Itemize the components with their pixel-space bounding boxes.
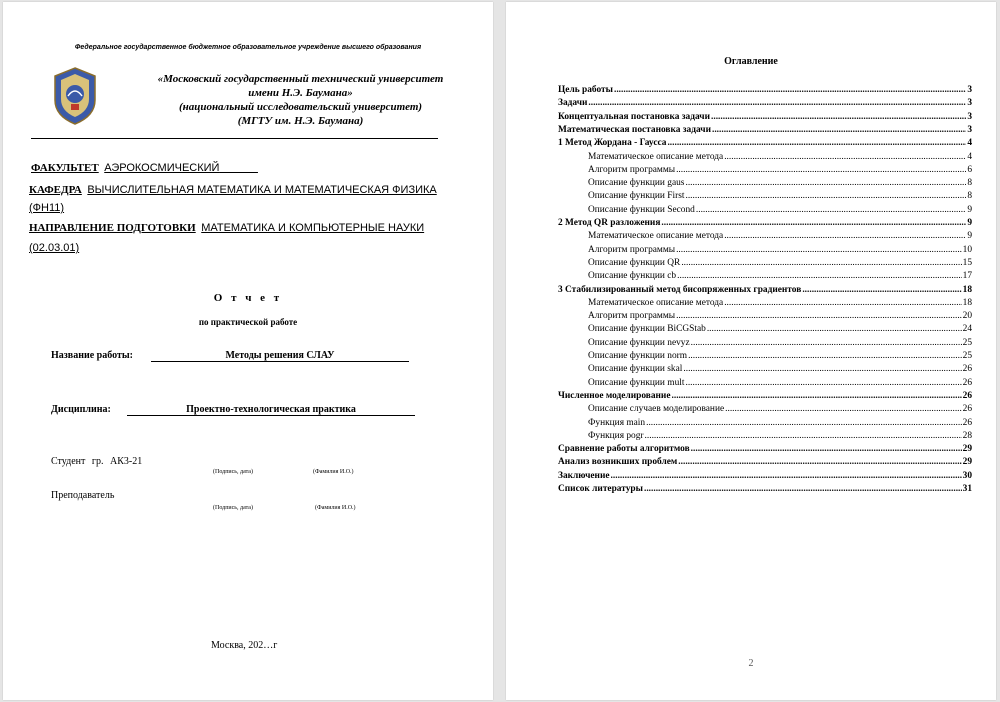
toc-entry-page: 4 — [967, 138, 972, 149]
toc-leader-dots — [712, 124, 966, 136]
toc-entry-text: Описание функции skal — [588, 364, 683, 375]
toc-entry-page: 18 — [962, 284, 972, 295]
faculty-label: ФАКУЛЬТЕТ — [31, 162, 99, 174]
toc-entry-text: Математическое описание метода — [588, 231, 724, 242]
toc-leader-dots — [724, 230, 966, 242]
toc-entry[interactable] — [558, 443, 972, 455]
toc-leader-dots — [711, 111, 966, 123]
toc-entry-text: Алгоритм программы — [588, 311, 676, 322]
toc-leader-dots — [688, 350, 962, 362]
toc-entry-page: 29 — [962, 457, 972, 468]
toc-leader-dots — [661, 217, 966, 229]
toc-entry-page: 9 — [967, 231, 972, 242]
toc-entry[interactable] — [558, 284, 972, 296]
toc-entry-text: Цель работы — [558, 85, 613, 95]
toc-entry-page: 15 — [962, 257, 972, 268]
toc-entry-text: Математическое описание метода — [588, 297, 724, 308]
toc-entry[interactable] — [558, 456, 972, 468]
toc-entry-page: 30 — [962, 470, 972, 481]
toc-entry[interactable] — [588, 190, 972, 202]
toc-entry-text: Описание случаев моделирование — [588, 404, 725, 415]
toc-leader-dots — [685, 377, 961, 389]
toc-leader-dots — [614, 84, 966, 96]
toc-leader-dots — [683, 363, 961, 375]
toc-leader-dots — [685, 177, 966, 189]
toc-leader-dots — [676, 310, 962, 322]
faculty-row — [31, 162, 258, 174]
toc-entry[interactable] — [588, 363, 972, 375]
toc-entry[interactable] — [588, 297, 972, 309]
university-line-3: (национальный исследовательский университет) — [178, 101, 423, 113]
report-subheading: по практической работе — [198, 317, 298, 327]
toc-entry-page: 20 — [962, 311, 972, 322]
toc-entry-page: 25 — [962, 351, 972, 361]
toc-entry[interactable] — [558, 470, 972, 482]
university-line-2: имени Н.Э. Баумана» — [248, 87, 353, 99]
toc-entry[interactable] — [588, 230, 972, 242]
toc-leader-dots — [725, 403, 962, 415]
toc-leader-dots — [646, 417, 962, 429]
toc-entry[interactable] — [588, 337, 972, 349]
direction-label: НАПРАВЛЕНИЕ ПОДГОТОВКИ — [29, 222, 196, 234]
toc-entry-page: 28 — [962, 430, 972, 441]
toc-entry-text: 3 Стабилизированный метод бисопряженных градиентов — [558, 284, 802, 295]
toc-entry-page: 26 — [962, 390, 972, 401]
toc-entry[interactable] — [588, 377, 972, 389]
toc-entry-text: Математическая постановка задачи — [558, 124, 711, 135]
toc-page — [506, 2, 996, 700]
toc-entry-text: Описание функции norm — [588, 351, 688, 361]
toc-entry-text: Описание функции nevyz — [588, 337, 690, 348]
toc-entry[interactable] — [558, 97, 972, 109]
toc-entry-page: 10 — [962, 244, 972, 255]
toc-entry-page: 18 — [962, 297, 972, 308]
kafedra-code: (ФН11) — [29, 202, 65, 214]
toc-entry[interactable] — [588, 177, 972, 189]
discipline-value: Проектно-технологическая практика — [127, 404, 415, 416]
toc-entry-text: Заключение — [558, 470, 610, 481]
toc-leader-dots — [685, 190, 966, 202]
toc-entry-page: 4 — [967, 151, 972, 162]
toc-leader-dots — [707, 323, 962, 335]
toc-leader-dots — [724, 151, 966, 163]
university-line-1: «Московский государственный технический университет — [157, 73, 444, 85]
header-divider — [31, 138, 438, 139]
toc-leader-dots — [676, 164, 966, 176]
toc-entry-text: Список литературы — [558, 484, 643, 494]
work-label: Название работы: — [51, 350, 134, 361]
toc-entry-text: Концептуальная постановка задачи — [558, 111, 710, 122]
toc-entry-text: Алгоритм программы — [588, 164, 676, 175]
teacher-name-hint: (Фамилия И.О.) — [315, 505, 356, 511]
toc-entry-page: 9 — [967, 204, 972, 215]
kafedra-row — [29, 184, 437, 196]
kafedra-label: КАФЕДРА — [29, 184, 82, 196]
toc-entry-page: 26 — [962, 404, 972, 415]
toc-entry-text: Описание функции gaus — [588, 178, 685, 189]
toc-entry[interactable] — [558, 137, 972, 149]
toc-entry[interactable] — [588, 204, 972, 216]
toc-leader-dots — [696, 204, 966, 216]
toc-leader-dots — [677, 270, 962, 282]
toc-entry-text: Алгоритм программы — [588, 244, 676, 255]
toc-leader-dots — [681, 257, 961, 269]
toc-entry-text: Описание функции cb — [588, 271, 677, 282]
toc-entry[interactable] — [558, 390, 972, 402]
work-value: Методы решения СЛАУ — [151, 350, 409, 362]
toc-entry-text: Описание функции BiCGStab — [588, 324, 706, 335]
city-year: Москва, 202…г — [211, 640, 278, 651]
toc-entry[interactable] — [558, 111, 972, 123]
toc-leader-dots — [588, 97, 966, 109]
toc-entry[interactable] — [588, 310, 972, 322]
toc-leader-dots — [667, 137, 966, 149]
toc-entry-page: 26 — [962, 417, 972, 428]
toc-leader-dots — [691, 443, 962, 455]
toc-leader-dots — [644, 483, 962, 495]
toc-entry[interactable] — [588, 257, 972, 269]
toc-entry-text: Описание функции mult — [588, 377, 685, 388]
page-number: 2 — [748, 658, 754, 669]
student-signature-hint: (Подпись, дата) — [213, 469, 253, 475]
toc-entry[interactable] — [558, 217, 972, 229]
toc-entry[interactable] — [558, 124, 972, 136]
teacher-signature-hint: (Подпись, дата) — [213, 505, 253, 511]
toc-entry-text: Описание функции First — [588, 191, 685, 202]
toc-entry-page: 29 — [962, 444, 972, 455]
student-name-hint: (Фамилия И.О.) — [313, 469, 354, 475]
toc-leader-dots — [676, 244, 962, 256]
toc-leader-dots — [691, 337, 962, 349]
federal-header: Федеральное государственное бюджетное образовательное учреждение высшего образования — [74, 44, 422, 51]
toc-entry-page: 3 — [967, 111, 972, 122]
toc-entry[interactable] — [588, 244, 972, 256]
kafedra-value: ВЫЧИСЛИТЕЛЬНАЯ МАТЕМАТИКА И МАТЕМАТИЧЕСКАЯ ФИЗИКА — [87, 184, 437, 196]
toc-entry-text: Описание функции QR — [588, 257, 681, 268]
toc-entry-text: Описание функции Second — [588, 204, 695, 215]
toc-leader-dots — [724, 297, 961, 309]
toc-entry-text: Математическое описание метода — [588, 151, 724, 162]
discipline-label: Дисциплина: — [51, 404, 111, 415]
toc-entry-page: 17 — [962, 271, 972, 282]
faculty-value: АЭРОКОСМИЧЕСКИЙ — [104, 162, 220, 174]
toc-entry[interactable] — [558, 483, 972, 495]
toc-entry-page: 9 — [967, 218, 972, 228]
toc-leader-dots — [611, 470, 962, 482]
toc-entry-text: Функция main — [588, 417, 646, 428]
title-page — [3, 2, 493, 700]
toc-leader-dots — [672, 390, 962, 402]
report-heading: О т ч е т — [213, 292, 283, 304]
toc-entry-page: 3 — [967, 98, 972, 109]
direction-code: (02.03.01) — [29, 242, 80, 254]
toc-entry-page: 8 — [967, 178, 972, 189]
toc-entry-page: 8 — [967, 191, 972, 202]
toc-entry-page: 25 — [962, 337, 972, 348]
university-line-4: (МГТУ им. Н.Э. Баумана) — [237, 115, 364, 127]
toc-entry[interactable] — [588, 164, 972, 176]
toc-leader-dots — [645, 430, 962, 442]
toc-entry[interactable] — [588, 417, 972, 429]
teacher-label: Преподаватель — [51, 490, 115, 501]
toc-entry-page: 6 — [967, 164, 972, 175]
direction-value: МАТЕМАТИКА И КОМПЬЮТЕРНЫЕ НАУКИ — [201, 222, 425, 234]
toc-entry-text: 2 Метод QR разложения — [558, 218, 661, 228]
toc-entry-page: 26 — [962, 364, 972, 375]
toc-entry[interactable] — [588, 350, 972, 362]
toc-entry[interactable] — [588, 151, 972, 163]
student-label: Студент гр. АК3-21 — [51, 456, 143, 467]
toc-entry-text: Численное моделирование — [558, 390, 671, 401]
toc-entry-page: 3 — [967, 124, 972, 135]
toc-leader-dots — [678, 456, 961, 468]
toc-entry-text: Анализ возникших проблем — [558, 457, 678, 468]
toc-entry[interactable] — [588, 323, 972, 335]
toc-entry-page: 26 — [962, 377, 972, 388]
toc-entry-page: 31 — [962, 484, 972, 494]
toc-leader-dots — [802, 284, 961, 296]
toc-entry[interactable] — [588, 430, 972, 442]
toc-entry-text: Функция pogr — [588, 430, 644, 441]
toc-entry-text: Задачи — [558, 98, 588, 109]
toc-entry-text: 1 Метод Жордана - Гаусса — [558, 138, 667, 149]
toc-title: Оглавление — [724, 56, 778, 67]
toc-entry[interactable] — [558, 84, 972, 96]
direction-row — [29, 222, 424, 234]
bmstu-emblem-icon — [51, 66, 99, 126]
toc-entry[interactable] — [588, 270, 972, 282]
toc-entry-page: 24 — [962, 324, 972, 335]
toc-entry-text: Сравнение работы алгоритмов — [558, 444, 690, 455]
toc-entry[interactable] — [588, 403, 972, 415]
toc-entry-page: 3 — [967, 85, 972, 95]
